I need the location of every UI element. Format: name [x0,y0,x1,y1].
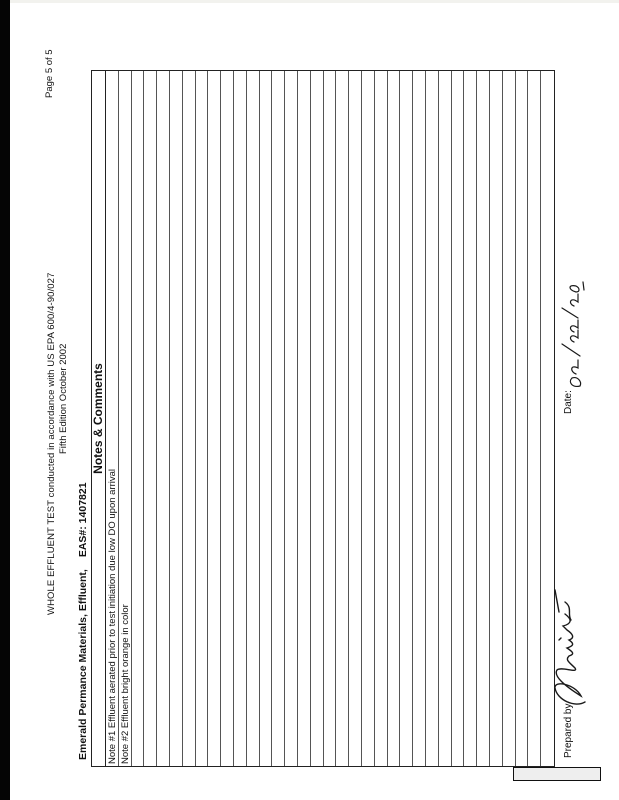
prepared-by-label: Prepared by [563,703,574,758]
note-row [349,71,362,766]
notes-title: Notes & Comments [91,363,105,474]
note-text: Note #2 Effluent bright orange in color [119,604,131,764]
scan-edge [0,0,10,800]
handwritten-date [550,280,590,390]
note-row [413,71,426,766]
document-edition: Fifth Edition October 2002 [58,343,69,454]
note-row [375,71,388,766]
note-row [132,71,145,766]
note-row [208,71,221,766]
note-row [516,71,529,766]
note-row [170,71,183,766]
note-row [311,71,324,766]
note-row [362,71,375,766]
notes-title-row [92,71,106,766]
note-row [426,71,439,766]
eas-number: EAS#: 1407821 [77,482,89,558]
note-row [528,71,541,766]
note-row [119,71,132,766]
date-label: Date: [563,390,574,414]
note-row [260,71,273,766]
note-row [477,71,490,766]
sample-label [77,482,89,760]
note-row [221,71,234,766]
label-box [513,767,601,781]
document-title: WHOLE EFFLUENT TEST conducted in accordance with US EPA 600/4-90/027 [46,272,57,615]
page-number: Page 5 of 5 [44,49,55,98]
signature [545,585,600,710]
note-row [452,71,465,766]
note-row [336,71,349,766]
note-row [490,71,503,766]
note-row [324,71,337,766]
note-row [503,71,516,766]
note-row [400,71,413,766]
note-row [298,71,311,766]
note-row [157,71,170,766]
note-row [464,71,477,766]
note-text: Note #1 Effluent aerated prior to test initiation due low DO upon arrival [106,468,118,764]
note-row [272,71,285,766]
note-row [183,71,196,766]
note-row [234,71,247,766]
note-row [247,71,260,766]
rotated-page [10,0,619,800]
note-row [144,71,157,766]
note-row [196,71,209,766]
note-row [388,71,401,766]
notes-table [91,70,555,767]
note-row [285,71,298,766]
note-row [439,71,452,766]
sample-name: Emerald Permance Materials, Effluent, [77,569,89,760]
note-row [106,71,119,766]
